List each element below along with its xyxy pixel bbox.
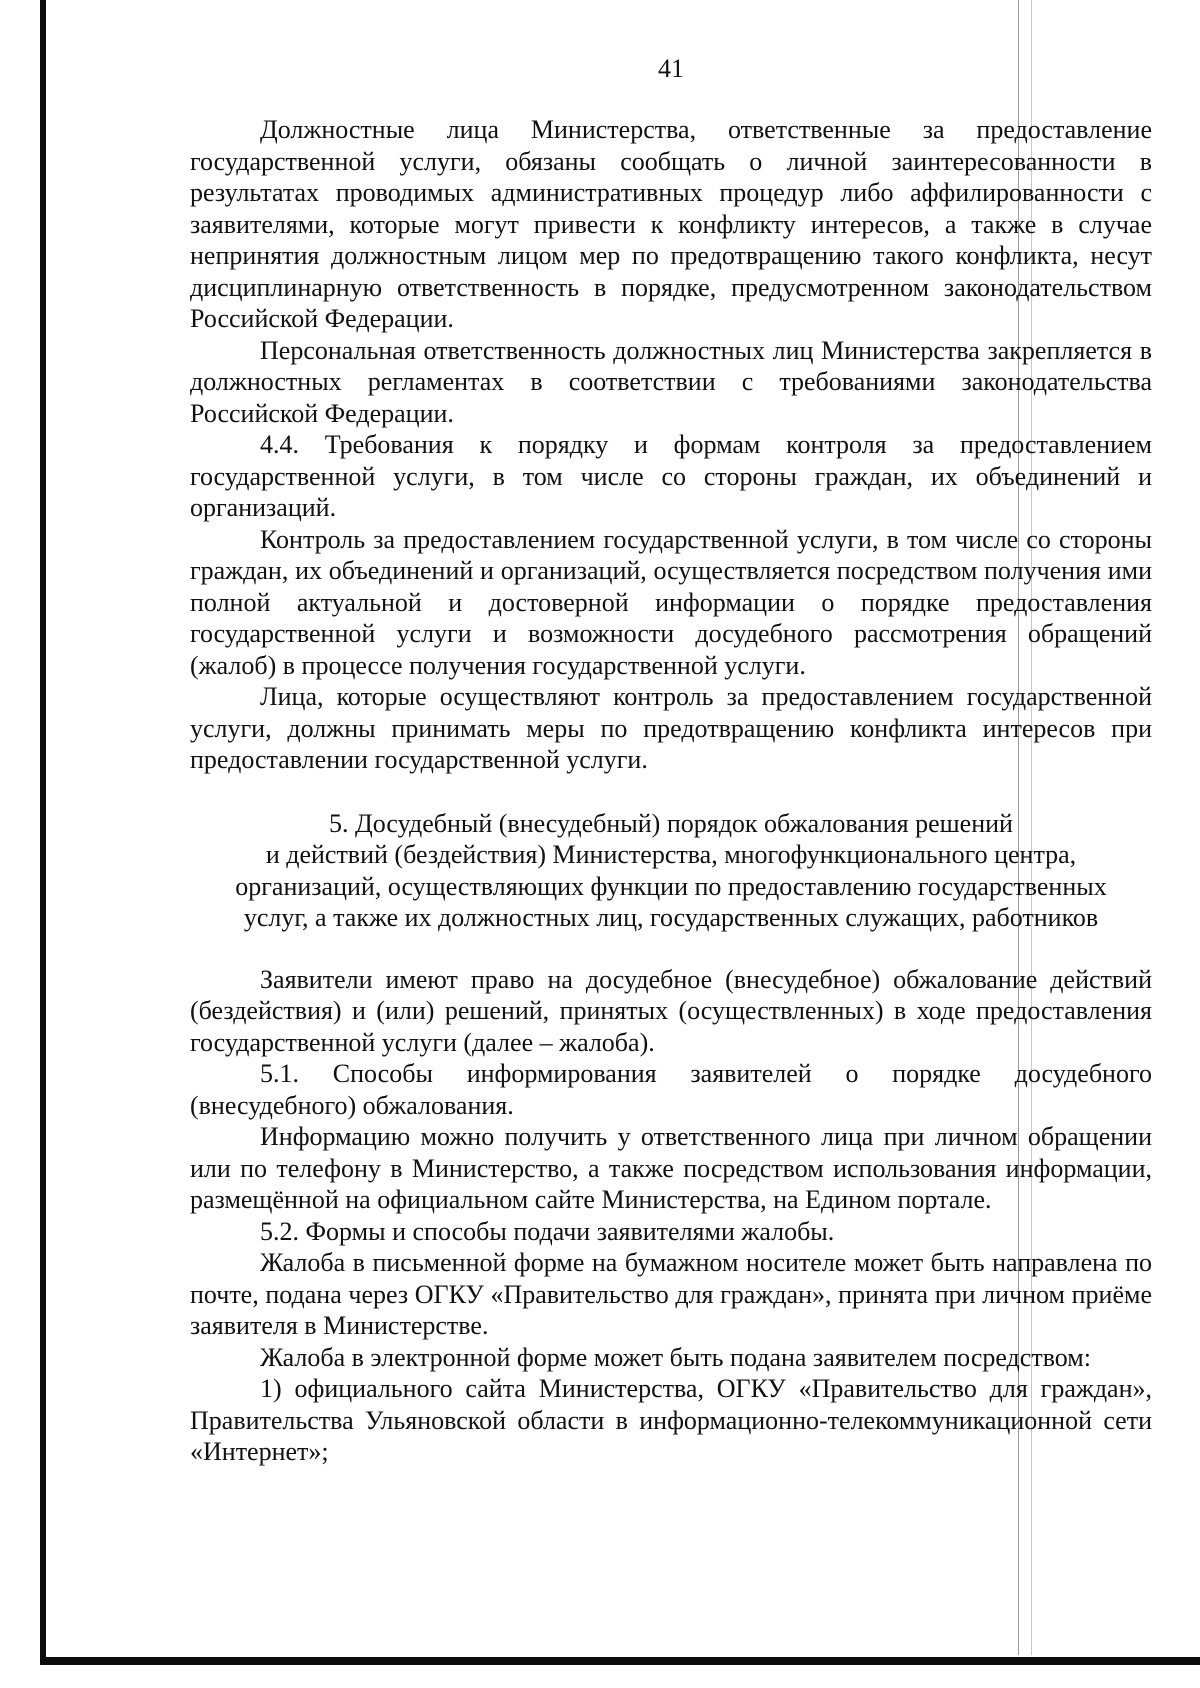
section-heading-line: услуг, а также их должностных лиц, государственных служащих, работников	[243, 903, 1099, 932]
paragraph: 5.2. Формы и способы подачи заявителями жалобы.	[260, 1216, 835, 1246]
section-heading-line: организаций, осуществляющих функции по предоставлению государственных	[235, 871, 1107, 901]
paragraph: Лица, которые осуществляют контроль за предоставлением государственной услуги, должны принимать меры по предотвращению конфликта интересов при предоставлении государственной услуги.	[190, 682, 1152, 774]
paragraph: 4.4. Требования к порядку и формам контроля за предоставлением государственной услуги, в том числе со стороны граждан, их объединений и организаций.	[190, 430, 1152, 522]
paragraph: 1) официального сайта Министерства, ОГКУ «Правительство для граждан», Правительства Ульяновской области в информационно-телекоммуникационной сети «Интернет»;	[190, 1374, 1152, 1466]
scan-border-bottom	[40, 1657, 1200, 1665]
paragraph: Персональная ответственность должностных лиц Министерства закрепляется в должностных регламентах в соответствии с требованиями законодательства Российской Федерации.	[190, 335, 1152, 428]
paragraph: Должностные лица Министерства, ответственные за предоставление государственной услуги, обязаны сообщать о личной заинтересованности в результатах проводимых административных процедур либо аффилированности с заявителями, которые могут привести к конфликту интересов, а также в случае непринятия должностным лицом мер по предотвращению такого конфликта, несут дисциплинарную ответственность в порядке, предусмотренном законодательством Российской Федерации.	[190, 115, 1152, 333]
paragraph: Информацию можно получить у ответственного лица при личном обращении или по телефону в Министерство, а также посредством использования информации, размещённой на официальном сайте Министерства, на Едином портале.	[190, 1122, 1152, 1214]
paragraph: Заявители имеют право на досудебное (внесудебное) обжалование действий (бездействия) и (или) решений, принятых (осуществленных) в ходе предоставления государственной услуги (далее – жалоба).	[190, 964, 1152, 1057]
paragraph: Жалоба в письменной форме на бумажном носителе может быть направлена по почте, подана через ОГКУ «Правительство для граждан», принята при личном приёме заявителя в Министерстве.	[190, 1248, 1152, 1340]
paragraph: Жалоба в электронной форме может быть подана заявителем посредством:	[260, 1342, 1091, 1372]
scan-border-left	[40, 0, 46, 1663]
section-heading-line: 5. Досудебный (внесудебный) порядок обжалования решений	[329, 808, 1013, 838]
page-number: 41	[658, 54, 684, 83]
paragraph: 5.1. Способы информирования заявителей о порядке досудебного (внесудебного) обжалования.	[190, 1059, 1152, 1120]
section-heading	[190, 808, 1152, 934]
section-heading-line: и действий (бездействия) Министерства, многофункционального центра,	[265, 840, 1077, 869]
paragraph: Контроль за предоставлением государственной услуги, в том числе со стороны граждан, их объединений и организаций, осуществляется посредством получения ими полной актуальной и достоверной информации о порядке предоставления государственной услуги и возможности досудебного рассмотрения обращений (жалоб) в процессе получения государственной услуги.	[190, 524, 1152, 680]
document-body	[190, 114, 1152, 1468]
